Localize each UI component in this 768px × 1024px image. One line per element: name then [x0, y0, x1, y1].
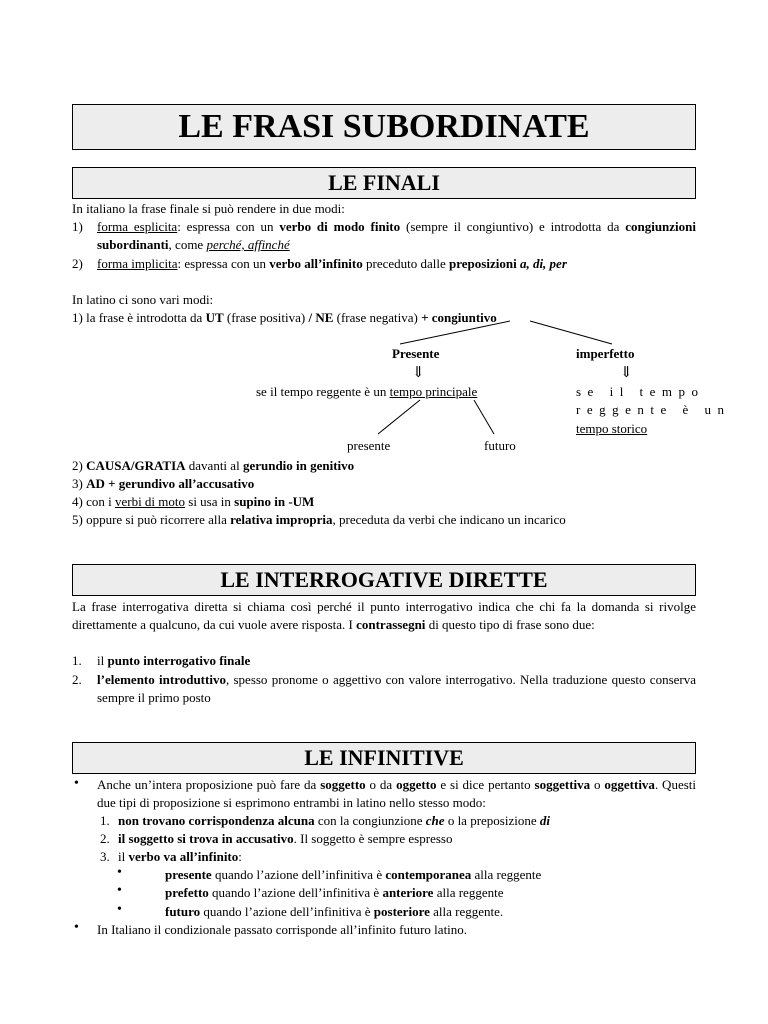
- diagram-tempo-principale: [256, 383, 477, 401]
- bold-text: / NE: [308, 310, 334, 325]
- section-heading-finali: LE FINALI: [72, 167, 696, 199]
- bold-text: anteriore: [382, 885, 434, 900]
- infinitive-condizionale-note: In Italiano il condizionale passato corrisponde all’infinito futuro latino.: [97, 922, 468, 937]
- text: Anche un’intera proposizione può fare da: [97, 777, 321, 792]
- text: 3): [72, 476, 87, 491]
- section-heading-infinitive: LE INFINITIVE: [72, 742, 696, 774]
- underlined-text: verbi di moto: [114, 494, 186, 509]
- diagram-storico-line2: reggente è un: [576, 402, 731, 417]
- text: , preceduta da verbi che indicano un incarico: [332, 512, 566, 527]
- bold-text: gerundio in genitivo: [242, 458, 355, 473]
- bold-text: presente: [165, 867, 212, 882]
- bold-text: soggettiva: [534, 777, 591, 792]
- forma-implicita-label: forma implicita: [97, 256, 178, 271]
- bold-text: futuro: [165, 904, 201, 919]
- text: alla reggente: [433, 885, 504, 900]
- example-text: perché, affinché: [206, 237, 290, 252]
- bold-text: prefetto: [165, 885, 209, 900]
- latin-item4: [72, 493, 314, 511]
- text: . Questi due tipi di proposizione si esprimono entrambi in latino nello stesso modo:: [97, 777, 696, 810]
- bullet-icon: •: [117, 883, 122, 898]
- example-text: a, di, per: [519, 256, 567, 271]
- bold-text: contemporanea: [385, 867, 472, 882]
- tense-prefetto: [165, 884, 503, 902]
- bold-text: posteriore: [373, 904, 430, 919]
- interrogative-item2: [97, 671, 696, 707]
- text: se il tempo reggente è un: [256, 384, 390, 399]
- text: alla reggente: [471, 867, 542, 882]
- text: : espressa con un: [177, 256, 270, 271]
- text: (frase negativa): [333, 310, 422, 325]
- text: e si dice pertanto: [436, 777, 535, 792]
- bullet-icon: •: [74, 776, 79, 791]
- bold-text: l’elemento introduttivo: [97, 672, 226, 687]
- diagram-storico-line1: se il tempo: [576, 384, 705, 399]
- bold-text: + congiuntivo: [421, 310, 497, 325]
- bold-text: oggettiva: [604, 777, 655, 792]
- text: 5) oppure si può ricorrere alla: [72, 512, 231, 527]
- text: preceduto dalle: [362, 256, 450, 271]
- arrow-down-icon: ⇓: [620, 365, 633, 381]
- infinitive-sub2: [118, 830, 452, 848]
- bold-text: UT: [205, 310, 224, 325]
- text: (sempre il congiuntivo) e introdotta da: [400, 219, 620, 234]
- text: il: [118, 849, 129, 864]
- bold-text: relativa impropria: [230, 512, 333, 527]
- infinitive-sub1-number: 1.: [100, 813, 110, 828]
- diagram-tempo-storico: tempo storico: [576, 421, 648, 436]
- bold-text: verbo all’infinito: [269, 256, 363, 271]
- bold-text: congiunzioni subordinanti: [97, 219, 696, 252]
- infinitive-sub2-number: 2.: [100, 831, 110, 846]
- bold-text: verbo di modo finito: [279, 219, 401, 234]
- text: o da: [365, 777, 397, 792]
- infinitive-sub3-number: 3.: [100, 849, 110, 864]
- text: il: [97, 653, 108, 668]
- branch-line-left: [400, 321, 510, 344]
- text: o: [590, 777, 605, 792]
- bold-text: punto interrogativo finale: [107, 653, 251, 668]
- interrogative-item1-number: 1.: [72, 653, 82, 668]
- tense-presente: [165, 866, 541, 884]
- text: quando l’azione dell’infinitiva è: [211, 867, 386, 882]
- bullet-icon: •: [117, 902, 122, 917]
- diagram-futuro-small: futuro: [484, 438, 516, 453]
- branch-line-futuro: [474, 400, 494, 434]
- arrow-down-icon: ⇓: [412, 365, 425, 381]
- bold-text: CAUSA/GRATIA: [86, 458, 186, 473]
- diagram-presente-label: Presente: [392, 346, 440, 361]
- bold-italic-text: di: [539, 813, 550, 828]
- infinitive-sub3: [118, 848, 242, 866]
- interrogative-item1: [97, 652, 250, 670]
- bold-text: soggetto: [320, 777, 366, 792]
- finali-intro: In italiano la frase finale si può rendere in due modi:: [72, 201, 345, 216]
- latin-item2: [72, 457, 354, 475]
- latin-intro: In latino ci sono vari modi:: [72, 292, 214, 307]
- infinitive-sub1: [118, 812, 550, 830]
- section-heading-interrogative: LE INTERROGATIVE DIRETTE: [72, 564, 696, 596]
- bold-text: oggetto: [396, 777, 437, 792]
- finali-item1-number: 1): [72, 219, 83, 234]
- text: . Il soggetto è sempre espresso: [293, 831, 453, 846]
- text: 2): [72, 458, 87, 473]
- text: quando l’azione dell’infinitiva è: [208, 885, 383, 900]
- page-title: LE FRASI SUBORDINATE: [72, 104, 696, 150]
- bold-text: non trovano corrispondenza alcuna: [118, 813, 315, 828]
- text: con la congiunzione: [314, 813, 426, 828]
- text: di questo tipo di frase sono due:: [425, 617, 595, 632]
- bullet-icon: •: [117, 865, 122, 880]
- branch-line-presente: [378, 400, 420, 434]
- bold-text: preposizioni: [449, 256, 517, 271]
- text: alla reggente.: [429, 904, 504, 919]
- bold-italic-text: che: [425, 813, 445, 828]
- text: 4) con i: [72, 494, 115, 509]
- latin-item3: [72, 475, 254, 493]
- text: davanti al: [185, 458, 243, 473]
- text: (frase positiva): [223, 310, 309, 325]
- text: , spesso pronome o aggettivo con valore interrogativo. Nella traduzione questo conserva sempre il primo posto: [97, 672, 697, 705]
- bold-text: contrassegni: [356, 617, 426, 632]
- text: La frase interrogativa diretta si chiama così perché il punto interrogativo indica che chi fa la domanda si rivolge direttamente a qualcuno, da cui vuole avere risposta. I: [72, 599, 696, 632]
- finali-item2-number: 2): [72, 256, 83, 271]
- text: o la preposizione: [444, 813, 540, 828]
- forma-esplicita-label: forma esplicita: [97, 219, 178, 234]
- bold-text: supino in -UM: [234, 494, 315, 509]
- diagram-presente-small: presente: [347, 438, 391, 453]
- interrogative-paragraph: [72, 598, 696, 634]
- text: : espressa con un: [177, 219, 280, 234]
- bold-text: AD + gerundivo all’accusativo: [86, 476, 255, 491]
- bold-text: il soggetto si trova in accusativo: [118, 831, 294, 846]
- diagram-imperfetto-label: imperfetto: [576, 346, 635, 361]
- underlined-text: tempo principale: [389, 384, 478, 399]
- interrogative-item2-number: 2.: [72, 672, 82, 687]
- bold-text: verbo va all’infinito: [128, 849, 239, 864]
- infinitive-paragraph: [97, 776, 696, 812]
- bullet-icon: •: [74, 920, 79, 935]
- text: , come: [168, 237, 207, 252]
- text: si usa in: [185, 494, 235, 509]
- latin-item5: [72, 511, 566, 529]
- branch-line-right: [530, 321, 612, 344]
- tense-futuro: [165, 903, 503, 921]
- text: :: [238, 849, 242, 864]
- text: quando l’azione dell’infinitiva è: [200, 904, 374, 919]
- text: 1) la frase è introdotta da: [72, 310, 206, 325]
